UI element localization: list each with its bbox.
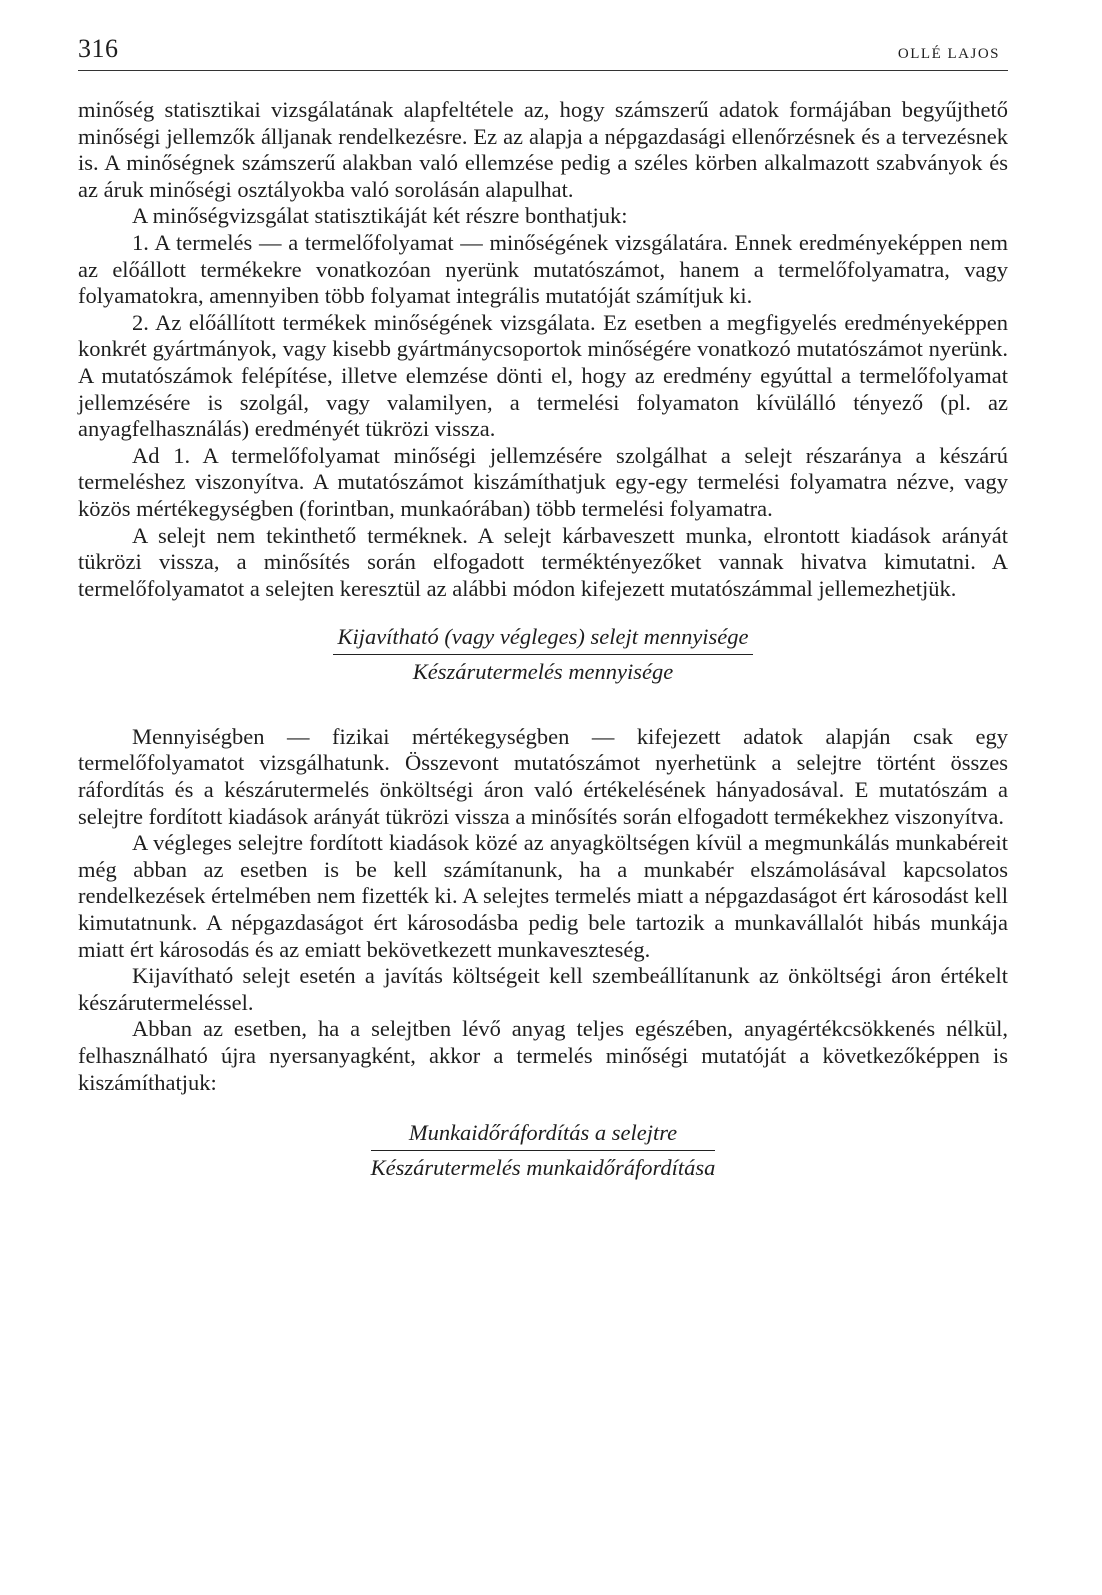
running-head: OLLÉ LAJOS [897,46,1000,62]
paragraph: Ad 1. A termelőfolyamat minőségi jellemzésére szolgálhat a selejt részaránya a készárú termeléshez viszonyítva. A mutatószámot kiszámíthatjuk egy-egy termelési folyamatra nézve, vagy közös mértékegységben (forintban, munkaórában) több termelési folyamatra. [78,442,1008,521]
page-number: 316 [78,34,119,63]
formula-numerator: Kijavítható (vagy végleges) selejt mennyisége [333,624,752,655]
paragraph: Mennyiségben — fizikai mértékegységben — kifejezett adatok alapján csak egy termelőfolyamatot vizsgálhatunk. Összevont mutatószámot nyerhetünk a selejtre történt összes ráfordítás és a készárutermelés önköltségi áron való értékelésének hányadosával. E mutatószám a selejtre fordított kiadások arányát tükrözi vissza a minősítés során elfogadott termékekhez viszonyítva. [78,723,1008,829]
paragraph: A selejt nem tekinthető terméknek. A selejt kárbaveszett munka, elrontott kiadások arányát tükrözi vissza, a minősítés során elfogadott terméktényezőket vannak hivatva kimutatni. A termelőfolyamatot a selejten keresztül az alábbi módon kifejezett mutatószámmal jellemezhetjük. [78,522,1008,601]
formula-denominator: Készárutermelés mennyisége [412,659,674,685]
body-text [78,97,1008,1182]
page-header [78,30,1008,71]
fraction [371,1120,716,1181]
formula-labour-ratio [78,1120,1008,1182]
paragraph: A végleges selejtre fordított kiadások közé az anyagköltségen kívül a megmunkálás munkabéreit még abban az esetben is be kell számítanunk, ha a munkabér elszámolásával kapcsolatos rendelkezések értelmében nem fizették ki. A selejtes termelés miatt a népgazdaságot ért károsodást kell kimutatnunk. A népgazdaságot ért károsodásba pedig bele tartozik a munkavállalót hibás munkája miatt ért károsodás és az emiatt bekövetkezett munkaveszteség. [78,830,1008,962]
paragraph: 1. A termelés — a termelőfolyamat — minőségének vizsgálatára. Ennek eredményeképpen nem az előállott termékekre vonatkozóan nyerünk mutatószámot, hanem a termelőfolyamatra, vagy folyamatokra, amennyiben több folyamat integrális mutatóját számítjuk ki. [78,229,1008,309]
fraction [333,624,752,685]
book-page [78,0,1008,1595]
formula-selejt-ratio [78,624,1008,686]
paragraph: A minőségvizsgálat statisztikáját két részre bonthatjuk: [132,203,628,229]
formula-numerator: Munkaidőráfordítás a selejtre [371,1120,716,1151]
paragraph: Kijavítható selejt esetén a javítás költségeit kell szembeállítanunk az önköltségi áron értékelt készárutermeléssel. [78,963,1008,1015]
paragraph: Abban az esetben, ha a selejtben lévő anyag teljes egészében, anyagértékcsökkenés nélkül, felhasználható újra nyersanyagként, akkor a termelés minőségi mutatóját a következőképpen is kiszámíthatjuk: [78,1016,1008,1095]
formula-denominator: Készárutermelés munkaidőráfordítása [370,1155,716,1181]
paragraph: minőség statisztikai vizsgálatának alapfeltétele az, hogy számszerű adatok formájában begyűjthető minőségi jellemzők álljanak rendelkezésre. Ez az alapja a népgazdasági ellenőrzésnek és a tervezésnek is. A minőségnek számszerű alakban való ellemzése pedig a széles körben alkalmazott szabványok és az áruk minőségi osztályokba való sorolásán alapulhat. [78,97,1008,202]
paragraph: 2. Az előállított termékek minőségének vizsgálata. Ez esetben a megfigyelés eredményeképpen konkrét gyártmányok, vagy kisebb gyártmánycsoportok minőségére vonatkozó mutatószámot nyerünk. A mutatószámok felépítése, illetve elemzése dönti el, hogy az eredmény egyúttal a termelőfolyamat jellemzésére is szolgál, vagy valamilyen, a termelési folyamaton kívülálló tényező (pl. az anyagfelhasználás) eredményét tükrözi vissza. [78,309,1008,442]
